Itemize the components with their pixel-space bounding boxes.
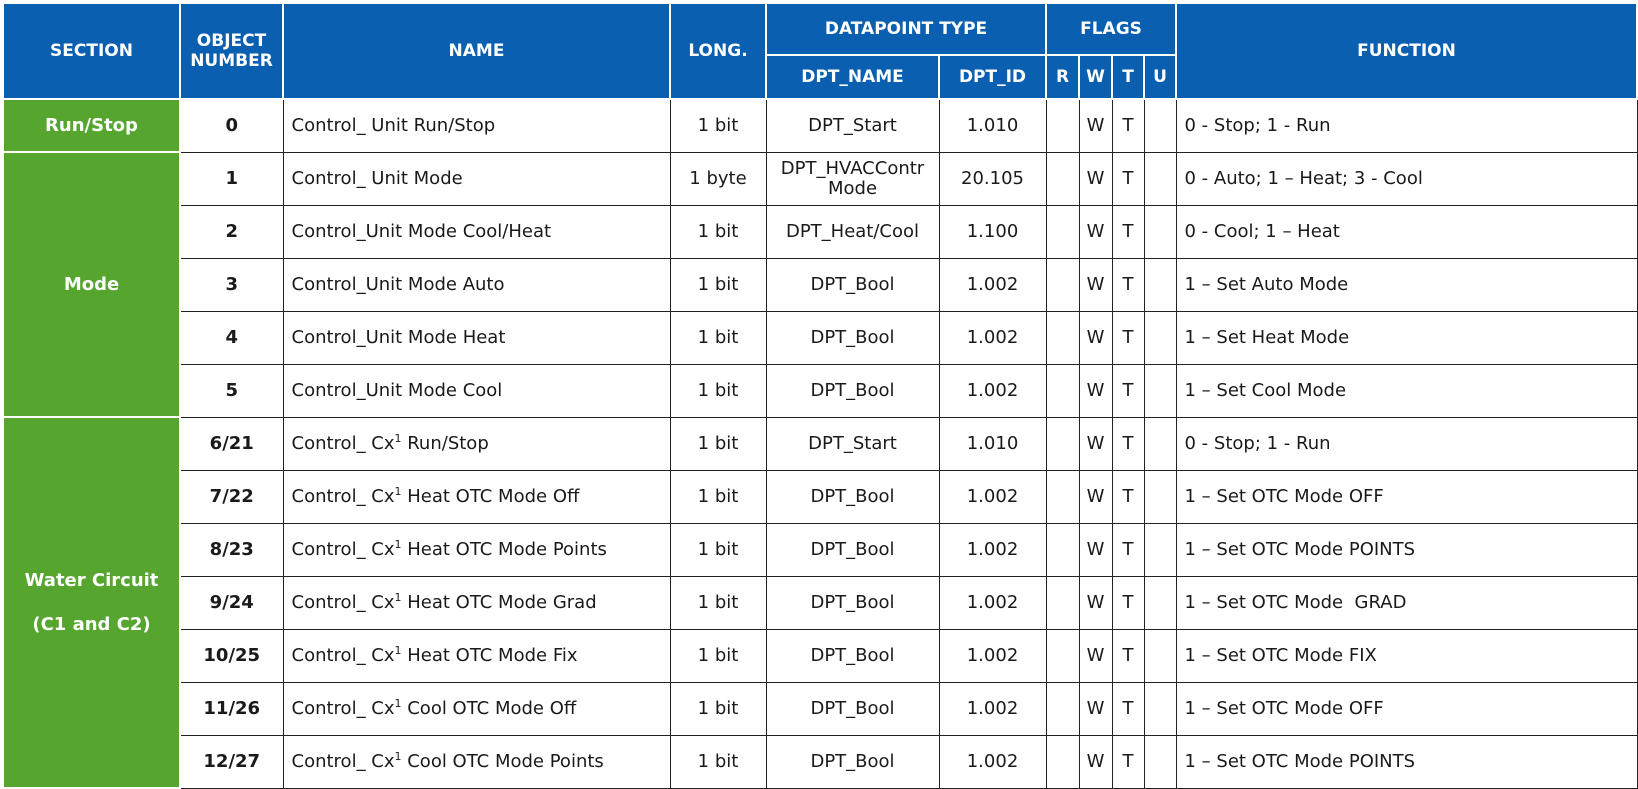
dpt-name: DPT_Heat/Cool (766, 205, 939, 258)
dpt-name: DPT_Bool (766, 735, 939, 788)
object-name-suffix: Run/Stop (401, 433, 489, 454)
object-number: 9/24 (180, 576, 283, 629)
object-name-suffix: Heat OTC Mode Grad (401, 592, 597, 613)
object-number: 1 (180, 152, 283, 205)
footnote-marker: 1 (394, 485, 402, 498)
header-function: FUNCTION (1176, 3, 1637, 99)
object-name (283, 576, 670, 629)
object-number: 8/23 (180, 523, 283, 576)
footnote-marker: 1 (394, 538, 402, 551)
object-length: 1 bit (670, 258, 766, 311)
flag-r (1046, 364, 1079, 417)
object-name-suffix: Cool OTC Mode Points (401, 751, 604, 772)
table-row (3, 364, 1637, 417)
knx-object-table-container (2, 2, 1638, 789)
flag-w: W (1079, 99, 1112, 152)
dpt-id: 1.002 (939, 523, 1046, 576)
object-number: 6/21 (180, 417, 283, 470)
header-object-number (180, 3, 283, 99)
flag-u (1144, 364, 1176, 417)
table-row (3, 152, 1637, 205)
flag-r (1046, 258, 1079, 311)
flag-t: T (1112, 576, 1144, 629)
dpt-id: 1.002 (939, 735, 1046, 788)
table-row (3, 258, 1637, 311)
dpt-id: 1.010 (939, 417, 1046, 470)
object-length: 1 bit (670, 364, 766, 417)
object-name-prefix: Control_ Cx (291, 751, 395, 772)
table-row (3, 99, 1637, 152)
footnote-marker: 1 (394, 697, 402, 710)
object-name-prefix: Control_ Cx (291, 645, 395, 666)
section-water-circuit (3, 417, 180, 788)
object-name-prefix: Control_ Cx (291, 592, 395, 613)
flag-w: W (1079, 576, 1112, 629)
flag-r (1046, 523, 1079, 576)
object-number: 5 (180, 364, 283, 417)
header-dpt-id: DPT_ID (939, 55, 1046, 99)
object-length: 1 bit (670, 205, 766, 258)
flag-w: W (1079, 629, 1112, 682)
dpt-name: DPT_Bool (766, 311, 939, 364)
header-flag-r: R (1046, 55, 1079, 99)
header-datapoint-type: DATAPOINT TYPE (766, 3, 1046, 55)
footnote-marker: 1 (394, 432, 402, 445)
table-row (3, 629, 1637, 682)
flag-w: W (1079, 470, 1112, 523)
flag-w: W (1079, 417, 1112, 470)
flag-r (1046, 470, 1079, 523)
object-name: Control_ Unit Mode (283, 152, 670, 205)
object-name-prefix: Control_ Cx (291, 539, 395, 560)
object-name (283, 735, 670, 788)
flag-w: W (1079, 735, 1112, 788)
object-name-prefix: Control_ Cx (291, 698, 395, 719)
dpt-name: DPT_Bool (766, 682, 939, 735)
flag-t: T (1112, 99, 1144, 152)
object-name: Control_Unit Mode Cool/Heat (283, 205, 670, 258)
object-name-suffix: Cool OTC Mode Off (401, 698, 577, 719)
header-flag-w: W (1079, 55, 1112, 99)
dpt-id: 1.002 (939, 470, 1046, 523)
table-body (3, 99, 1637, 788)
footnote-marker: 1 (394, 591, 402, 604)
object-length: 1 bit (670, 576, 766, 629)
object-length: 1 bit (670, 629, 766, 682)
table-row (3, 682, 1637, 735)
dpt-name: DPT_Start (766, 417, 939, 470)
object-function: 1 – Set OTC Mode OFF (1176, 470, 1637, 523)
dpt-id: 1.100 (939, 205, 1046, 258)
flag-r (1046, 311, 1079, 364)
flag-u (1144, 99, 1176, 152)
section-water-circuit-line1: Water Circuit (24, 569, 159, 591)
object-length: 1 bit (670, 99, 766, 152)
flag-w: W (1079, 523, 1112, 576)
dpt-id: 1.002 (939, 311, 1046, 364)
object-name-prefix: Control_ Cx (291, 486, 395, 507)
object-function: 1 – Set OTC Mode FIX (1176, 629, 1637, 682)
table-row (3, 735, 1637, 788)
flag-w: W (1079, 258, 1112, 311)
object-name-suffix: Heat OTC Mode Fix (401, 645, 578, 666)
object-name: Control_Unit Mode Cool (283, 364, 670, 417)
dpt-id: 1.010 (939, 99, 1046, 152)
object-function: 1 – Set Heat Mode (1176, 311, 1637, 364)
object-name-suffix: Heat OTC Mode Off (401, 486, 580, 507)
object-length: 1 byte (670, 152, 766, 205)
flag-u (1144, 682, 1176, 735)
flag-r (1046, 576, 1079, 629)
dpt-name: DPT_HVACContr Mode (766, 152, 939, 205)
dpt-id: 1.002 (939, 364, 1046, 417)
object-function: 0 - Stop; 1 - Run (1176, 417, 1637, 470)
flag-u (1144, 523, 1176, 576)
object-function: 1 – Set Auto Mode (1176, 258, 1637, 311)
header-long: LONG. (670, 3, 766, 99)
flag-r (1046, 735, 1079, 788)
flag-t: T (1112, 417, 1144, 470)
object-number: 12/27 (180, 735, 283, 788)
table-row (3, 417, 1637, 470)
flag-t: T (1112, 682, 1144, 735)
object-name (283, 523, 670, 576)
object-function: 1 – Set OTC Mode POINTS (1176, 735, 1637, 788)
header-flag-t: T (1112, 55, 1144, 99)
header-section: SECTION (3, 3, 180, 99)
section-run-stop: Run/Stop (3, 99, 180, 152)
dpt-id: 1.002 (939, 258, 1046, 311)
flag-t: T (1112, 629, 1144, 682)
dpt-id: 1.002 (939, 629, 1046, 682)
table-row (3, 470, 1637, 523)
flag-r (1046, 205, 1079, 258)
dpt-name: DPT_Bool (766, 629, 939, 682)
flag-w: W (1079, 682, 1112, 735)
header-flag-u: U (1144, 55, 1176, 99)
object-length: 1 bit (670, 735, 766, 788)
flag-t: T (1112, 258, 1144, 311)
object-name (283, 682, 670, 735)
object-function: 1 – Set Cool Mode (1176, 364, 1637, 417)
object-name (283, 629, 670, 682)
header-dpt-name: DPT_NAME (766, 55, 939, 99)
flag-w: W (1079, 364, 1112, 417)
flag-t: T (1112, 735, 1144, 788)
flag-t: T (1112, 152, 1144, 205)
flag-t: T (1112, 470, 1144, 523)
object-number: 11/26 (180, 682, 283, 735)
flag-r (1046, 417, 1079, 470)
object-length: 1 bit (670, 470, 766, 523)
flag-u (1144, 311, 1176, 364)
object-name-prefix: Control_ Cx (291, 433, 395, 454)
object-function: 0 - Auto; 1 – Heat; 3 - Cool (1176, 152, 1637, 205)
object-number: 7/22 (180, 470, 283, 523)
dpt-name: DPT_Bool (766, 364, 939, 417)
object-name (283, 470, 670, 523)
flag-r (1046, 99, 1079, 152)
object-number: 2 (180, 205, 283, 258)
object-number: 3 (180, 258, 283, 311)
dpt-id: 1.002 (939, 576, 1046, 629)
dpt-id: 1.002 (939, 682, 1046, 735)
flag-w: W (1079, 152, 1112, 205)
table-row (3, 205, 1637, 258)
object-number: 10/25 (180, 629, 283, 682)
header-name: NAME (283, 3, 670, 99)
table-row (3, 311, 1637, 364)
dpt-id: 20.105 (939, 152, 1046, 205)
object-function: 0 - Cool; 1 – Heat (1176, 205, 1637, 258)
object-name-suffix: Heat OTC Mode Points (401, 539, 607, 560)
object-number: 4 (180, 311, 283, 364)
object-number: 0 (180, 99, 283, 152)
object-name: Control_ Unit Run/Stop (283, 99, 670, 152)
header-object-number-line1: OBJECT (196, 31, 267, 51)
flag-r (1046, 629, 1079, 682)
section-mode: Mode (3, 152, 180, 417)
object-function: 1 – Set OTC Mode OFF (1176, 682, 1637, 735)
object-length: 1 bit (670, 311, 766, 364)
dpt-name: DPT_Bool (766, 470, 939, 523)
flag-u (1144, 735, 1176, 788)
footnote-marker: 1 (394, 750, 402, 763)
dpt-name: DPT_Bool (766, 258, 939, 311)
flag-w: W (1079, 311, 1112, 364)
object-name: Control_Unit Mode Heat (283, 311, 670, 364)
object-function: 1 – Set OTC Mode GRAD (1176, 576, 1637, 629)
flag-u (1144, 417, 1176, 470)
object-length: 1 bit (670, 523, 766, 576)
flag-u (1144, 258, 1176, 311)
flag-t: T (1112, 364, 1144, 417)
section-water-circuit-line2: (C1 and C2) (32, 613, 151, 635)
flag-u (1144, 152, 1176, 205)
table-header (3, 3, 1637, 99)
flag-r (1046, 152, 1079, 205)
flag-t: T (1112, 311, 1144, 364)
flag-u (1144, 470, 1176, 523)
object-name: Control_Unit Mode Auto (283, 258, 670, 311)
dpt-name: DPT_Bool (766, 523, 939, 576)
dpt-name: DPT_Start (766, 99, 939, 152)
object-function: 1 – Set OTC Mode POINTS (1176, 523, 1637, 576)
flag-u (1144, 576, 1176, 629)
flag-u (1144, 205, 1176, 258)
dpt-name: DPT_Bool (766, 576, 939, 629)
flag-r (1046, 682, 1079, 735)
flag-t: T (1112, 205, 1144, 258)
object-length: 1 bit (670, 417, 766, 470)
header-object-number-line2: NUMBER (190, 51, 273, 71)
header-flags: FLAGS (1046, 3, 1176, 55)
flag-w: W (1079, 205, 1112, 258)
object-length: 1 bit (670, 682, 766, 735)
flag-t: T (1112, 523, 1144, 576)
table-row (3, 576, 1637, 629)
knx-object-table (2, 2, 1638, 789)
object-function: 0 - Stop; 1 - Run (1176, 99, 1637, 152)
flag-u (1144, 629, 1176, 682)
object-name (283, 417, 670, 470)
table-row (3, 523, 1637, 576)
footnote-marker: 1 (394, 644, 402, 657)
